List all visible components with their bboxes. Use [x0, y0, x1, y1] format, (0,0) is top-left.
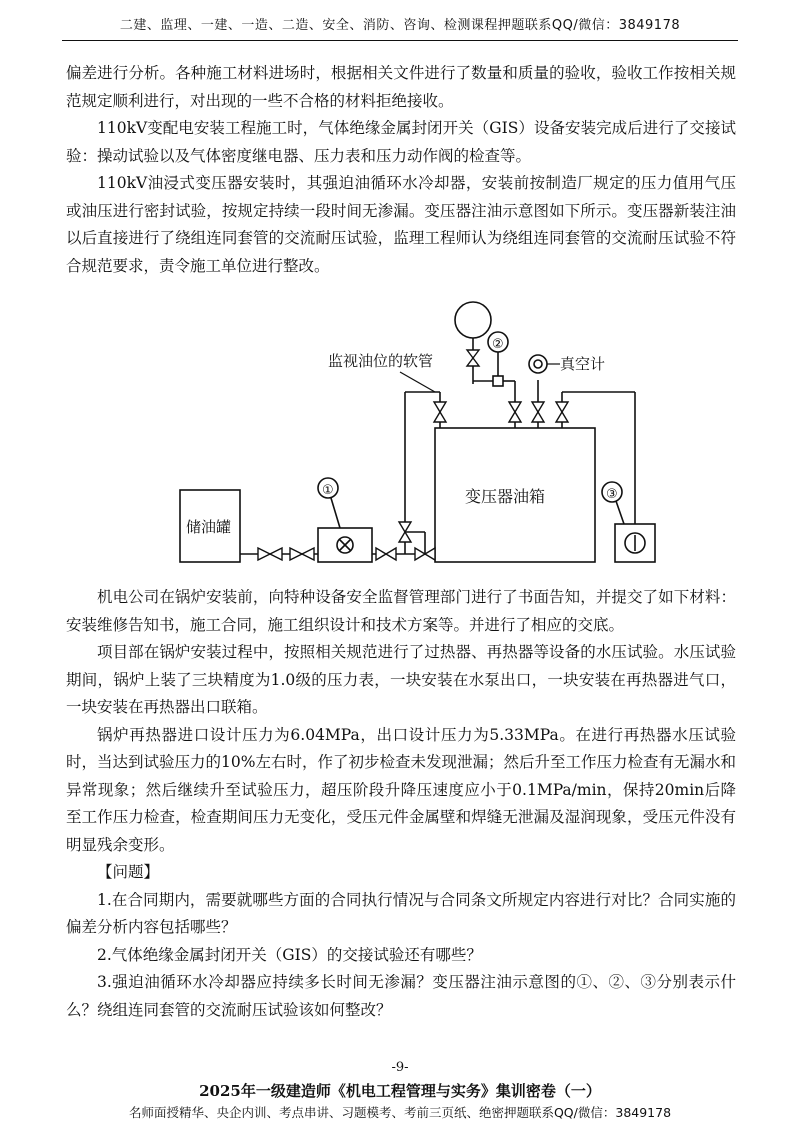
valve-bottle — [467, 350, 479, 366]
filter-box — [493, 376, 503, 386]
valve-bottom-3 — [376, 548, 396, 560]
question-item: 1.在合同期内，需要就哪些方面的合同执行情况与合同条文所规定内容进行对比？合同实施的偏差分析内容包括哪些？ — [66, 890, 736, 936]
valve-tank-left — [434, 402, 446, 422]
questions-heading: 【问题】 — [97, 863, 160, 881]
valve-bottom-1 — [258, 548, 282, 560]
footer-title: 2025年一级建造师《机电工程管理与实务》集训密卷（一） — [199, 1082, 601, 1100]
page-number: -9- — [391, 1060, 409, 1075]
paragraph: 偏差进行分析。各种施工材料进场时，根据相关文件进行了数量和质量的验收，验收工作按相关规范规定顺利进行，对出现的一些不合格的材料拒绝接收。 — [66, 64, 736, 110]
paragraph: 110kV变配电安装工程施工时，气体绝缘金属封闭开关（GIS）设备安装完成后进行了交接试验：操动试验以及气体密度继电器、压力表和压力动作阀的检查等。 — [66, 119, 736, 165]
oil-bottle — [455, 302, 491, 338]
valve-bottom-2 — [290, 548, 314, 560]
footer-contact: 名师面授精华、央企内训、考点串讲、习题模考、考前三页纸、绝密押题联系QQ/微信：3849178 — [128, 1105, 672, 1120]
valve-top-1 — [509, 402, 521, 422]
header-divider — [62, 40, 738, 41]
marker-2: ② — [492, 337, 504, 352]
text-block-bottom — [66, 584, 736, 1024]
label-vacuum: 真空计 — [560, 355, 606, 373]
paragraph: 机电公司在锅炉安装前，向特种设备安全监督管理部门进行了书面告知，并提交了如下材料：安装维修告知书，施工合同，施工组织设计和技术方案等。并进行了相应的交底。 — [66, 588, 736, 634]
question-item: 3.强迫油循环水冷却器应持续多长时间无渗漏？变压器注油示意图的①、②、③分别表示什么？绕组连同套管的交流耐压试验该如何整改？ — [66, 973, 736, 1019]
paragraph: 锅炉再热器进口设计压力为6.04MPa，出口设计压力为5.33MPa。在进行再热器水压试验时，当达到试验压力的10%左右时，作了初步检查未发现泄漏；然后升至工作压力检查有无漏水和异常现象；然后继续升至试验压力，超压阶段升降压速度应小于0.1MPa/min，保持20min后降至工作压力检查，检查期间压力无变化，受压元件金属壁和焊缝无泄漏及湿润现象，受压元件没有明显残余变形。 — [66, 725, 736, 854]
question-item: 2.气体绝缘金属封闭开关（GIS）的交接试验还有哪些？ — [97, 945, 482, 964]
marker-3: ③ — [606, 487, 618, 502]
valve-top-2 — [532, 402, 544, 422]
valve-top-3 — [556, 402, 568, 422]
marker-1: ① — [322, 483, 334, 498]
text-block-top — [66, 60, 736, 280]
paragraph: 110kV油浸式变压器安装时，其强迫油循环水冷却器，安装前按制造厂规定的压力值用气压或油压进行密封试验，按规定持续一段时间无渗漏。变压器注油示意图如下所示。变压器新装注油以后直接进行了绕组连同套管的交流耐压试验，监理工程师认为绕组连同套管的交流耐压试验不符合规范要求，责令施工单位进行整改。 — [66, 174, 736, 275]
label-hose: 监视油位的软管 — [328, 352, 434, 370]
vacuum-gauge-outer — [529, 355, 547, 373]
label-storage: 储油罐 — [186, 518, 232, 536]
transformer-oil-filling-diagram — [150, 292, 670, 582]
page-header: 二建、监理、一建、一造、二造、安全、消防、咨询、检测课程押题联系QQ/微信：3849178 — [119, 18, 681, 33]
paragraph: 项目部在锅炉安装过程中，按照相关规范进行了过热器、再热器等设备的水压试验。水压试验期间，锅炉上装了三块精度为1.0级的压力表，一块安装在水泵出口，一块安装在再热器进气口，一块安装在再热器出口联箱。 — [66, 643, 736, 716]
vacuum-gauge-inner — [534, 360, 542, 368]
label-tank: 变压器油箱 — [465, 487, 546, 506]
